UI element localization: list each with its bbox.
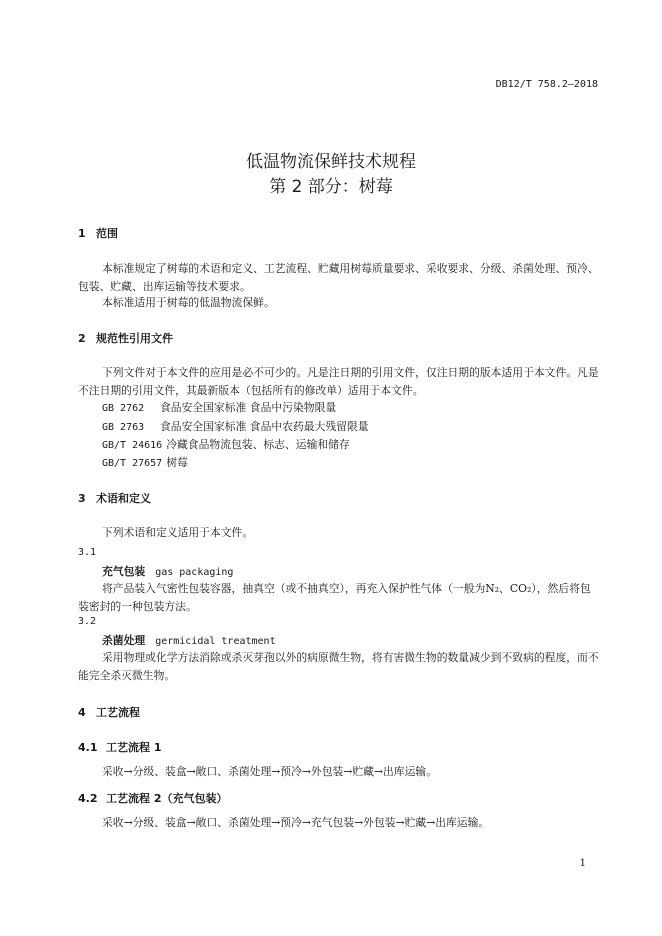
section-1-heading	[78, 225, 118, 241]
document-subtitle: 第 2 部分：树莓	[269, 177, 393, 197]
term-number: 3.2	[78, 616, 97, 627]
section-number: 4	[78, 706, 86, 719]
section-title: 术语和定义	[96, 492, 151, 505]
term-heading	[102, 633, 276, 648]
section-title: 规范性引用文件	[96, 332, 173, 345]
section-1-paragraph-1: 本标准规定了树莓的术语和定义、工艺流程、贮藏用树莓质量要求、采收要求、分级、杀菌处理、预冷、包装、贮藏、出库运输等技术要求。	[78, 262, 599, 293]
reference-title: 食品安全国家标准 食品中农药最大残留限量	[160, 420, 369, 433]
reference-title: 冷藏食品物流包装、标志、运输和储存	[166, 438, 350, 451]
subsection-4-1-heading	[78, 739, 161, 755]
term-english: gas packaging	[155, 567, 234, 578]
term-english: germicidal treatment	[155, 636, 276, 647]
section-number: 3	[78, 492, 86, 505]
section-number: 2	[78, 332, 86, 345]
subsection-title: 工艺流程 2（充气包装）	[106, 792, 228, 805]
subsection-4-2-heading	[78, 790, 227, 806]
reference-item	[102, 455, 188, 470]
reference-code: GB 2762	[102, 403, 145, 414]
section-title: 范围	[96, 227, 118, 240]
term-number: 3.1	[78, 547, 97, 558]
document-number: DB12/T 758.2—2018	[495, 79, 598, 90]
section-number: 1	[78, 227, 86, 240]
section-1-paragraph-2: 本标准适用于树莓的低温物流保鲜。	[102, 296, 275, 309]
subsection-number: 4.2	[78, 792, 98, 805]
reference-title: 树莓	[166, 456, 188, 469]
term-chinese: 充气包装	[102, 565, 146, 578]
process-flow-1: 采收→分级、装盒→敞口、杀菌处理→预冷→外包装→贮藏→出库运输。	[102, 765, 437, 778]
section-4-heading	[78, 704, 140, 720]
term-definition: 采用物理或化学方法消除或杀灭芽孢以外的病原微生物，将有害微生物的数量减少到不致病的程度，而不能完全杀灭微生物。	[78, 651, 599, 682]
section-title: 工艺流程	[96, 706, 140, 719]
section-2-paragraph: 下列文件对于本文件的应用是必不可少的。凡是注日期的引用文件，仅注日期的版本适用于本文件。凡是不注日期的引用文件，其最新版本（包括所有的修改单）适用于本文件。	[78, 366, 599, 397]
section-3-heading	[78, 490, 151, 506]
page-number: 1	[579, 858, 586, 869]
term-heading	[102, 564, 233, 579]
process-flow-2: 采收→分级、装盒→敞口、杀菌处理→预冷→充气包装→外包装→贮藏→出库运输。	[102, 816, 490, 829]
document-title: 低温物流保鲜技术规程	[246, 152, 416, 172]
reference-item	[102, 400, 336, 415]
term-chinese: 杀菌处理	[102, 634, 146, 647]
subsection-number: 4.1	[78, 741, 98, 754]
section-3-paragraph: 下列术语和定义适用于本文件。	[102, 526, 254, 539]
reference-code: GB/T 27657	[102, 458, 163, 469]
term-definition: 将产品装入气密性包装容器，抽真空（或不抽真空），再充入保护性气体（一般为N₂、CO₂），然后将包装密封的一种包装方法。	[78, 582, 591, 613]
reference-code: GB/T 24616	[102, 440, 163, 451]
reference-code: GB 2763	[102, 422, 145, 433]
reference-item	[102, 437, 350, 452]
reference-item	[102, 419, 369, 434]
section-2-heading	[78, 330, 173, 346]
subsection-title: 工艺流程 1	[106, 741, 162, 754]
reference-title: 食品安全国家标准 食品中污染物限量	[160, 401, 337, 414]
